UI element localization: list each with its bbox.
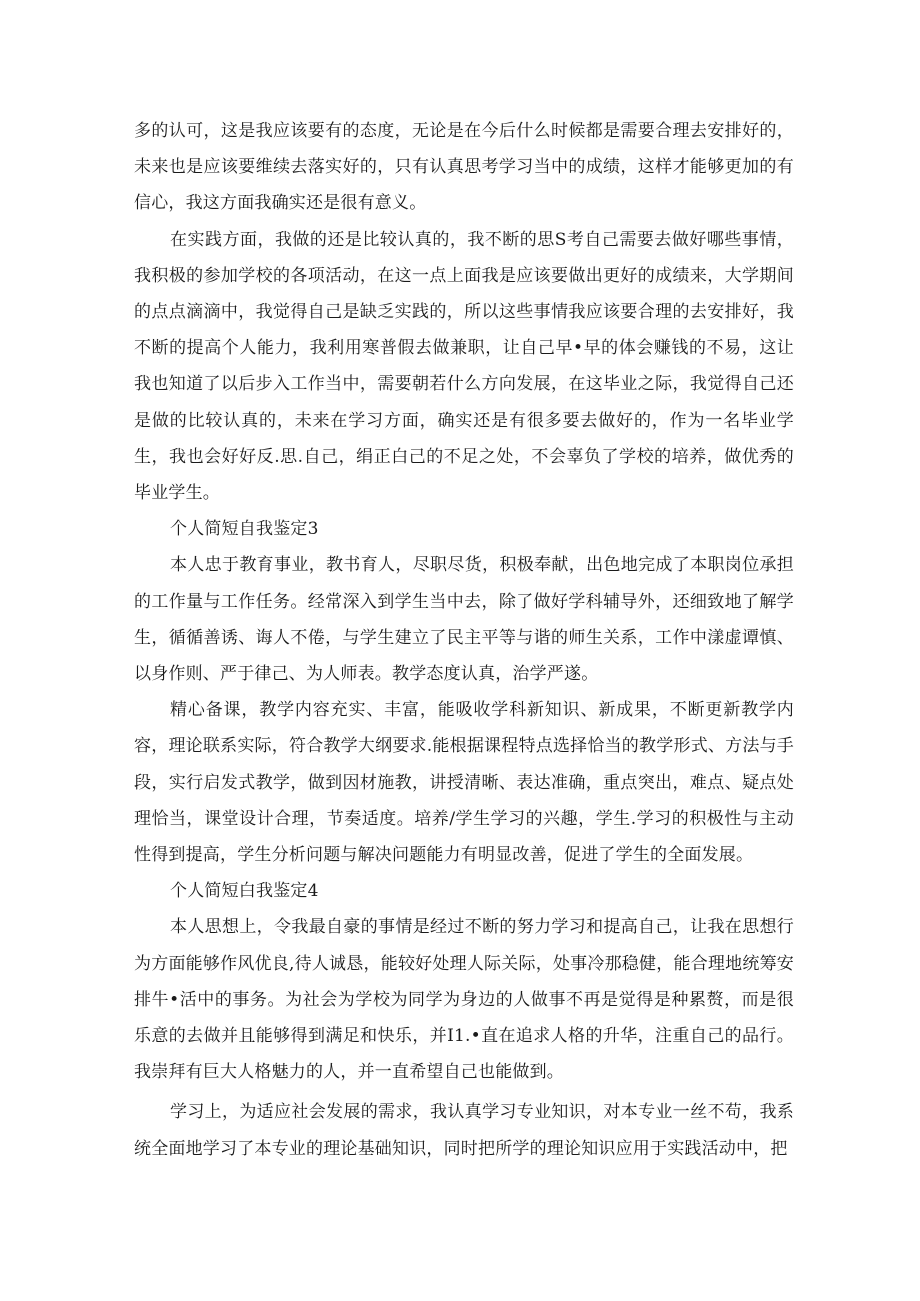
section-heading: 个人简短白我鉴定4 [170, 881, 319, 902]
section-heading: 个人简短自我鉴定3 [170, 519, 319, 540]
paragraph: 本人忠于教育事业，教书育人，尽职尽货，积极奉献，出色地完成了本职岗位承担的工作量与工作任务。经常深入到学生当中去，除了做好学科辅导外，还细致地了解学生，循循善诱、诲人不倦，与学生建立了民主平等与谐的师生关系，工作中漾虚谭慎、以身作则、严于律己、为人师表。教学态度认真，治学严遂。 [134, 555, 794, 685]
paragraph: 本人思想上，令我最自豪的事情是经过不断的努力学习和提高自己，让我在思想行为方面能够作风优良,待人诚恳，能较好处理人际关际，处事冷那稳健，能合理地统筹安排牛•活中的事务。为社会为学校为同学为身边的人做事不再是觉得是种累赘，而是很乐意的去做并且能够得到满足和快乐，并I1.•直在追求人格的升华，注重自己的品行。我崇拜有巨大人格魅力的人，并一直希望自己也能做到。 [134, 917, 794, 1083]
paragraph: 在实践方面，我做的还是比较认真的，我不断的思S考自己需要去做好哪些事情，我积极的参加学校的各项活动，在这一点上面我是应该要做出更好的成绩来，大学期间的点点滴滴中，我觉得自己是缺乏实践的，所以这些事情我应该要合理的去安排好，我不断的提高个人能力，我利用寒普假去做兼职，让自己早•早的体会赚钱的不易，这让我也知道了以后步入工作当中，需要朝若什么方向发展，在这毕业之际，我觉得自己还是做的比较认真的，未来在学习方面，确实还是有很多要去做好的，作为一名毕业学生，我也会好好反.思.自己，绢正白己的不足之处，不会辜负了学校的培养，做优秀的毕业学生。 [134, 229, 794, 504]
paragraph: 学习上，为适应社会发展的需求，我认真学习专业知识，对本专业一丝不苟，我系统全面地学习了本专业的理论基础知识，同时把所学的理论知识应用于实践活动中，把 [134, 1102, 794, 1159]
document-body [134, 113, 794, 1167]
paragraph: 精心备课，教学内容充实、丰富，能吸收学科新知识、新成果，不断更新教学内容，理论联系实际，符合教学大纲要求.能根据课程特点选择恰当的教学形式、方法与手段，实行启发式教学，做到因材施教，讲授清晰、表达准确，重点突出，难点、疑点处理恰当，课堂设计合理，节奏适度。培养/学生学习的兴趣，学生.学习的积极性与主动性得到提高，学生分析问题与解决问题能力有明显改善，促进了学生的全面发展。 [134, 700, 794, 866]
paragraph: 多的认可，这是我应该要有的态度，无论是在今后什么时候都是需要合理去安排好的，未来也是应该要维续去落实好的，只有认真思考学习当中的成绩，这样才能够更加的有信心，我这方面我确实还是很有意义。 [134, 121, 794, 214]
